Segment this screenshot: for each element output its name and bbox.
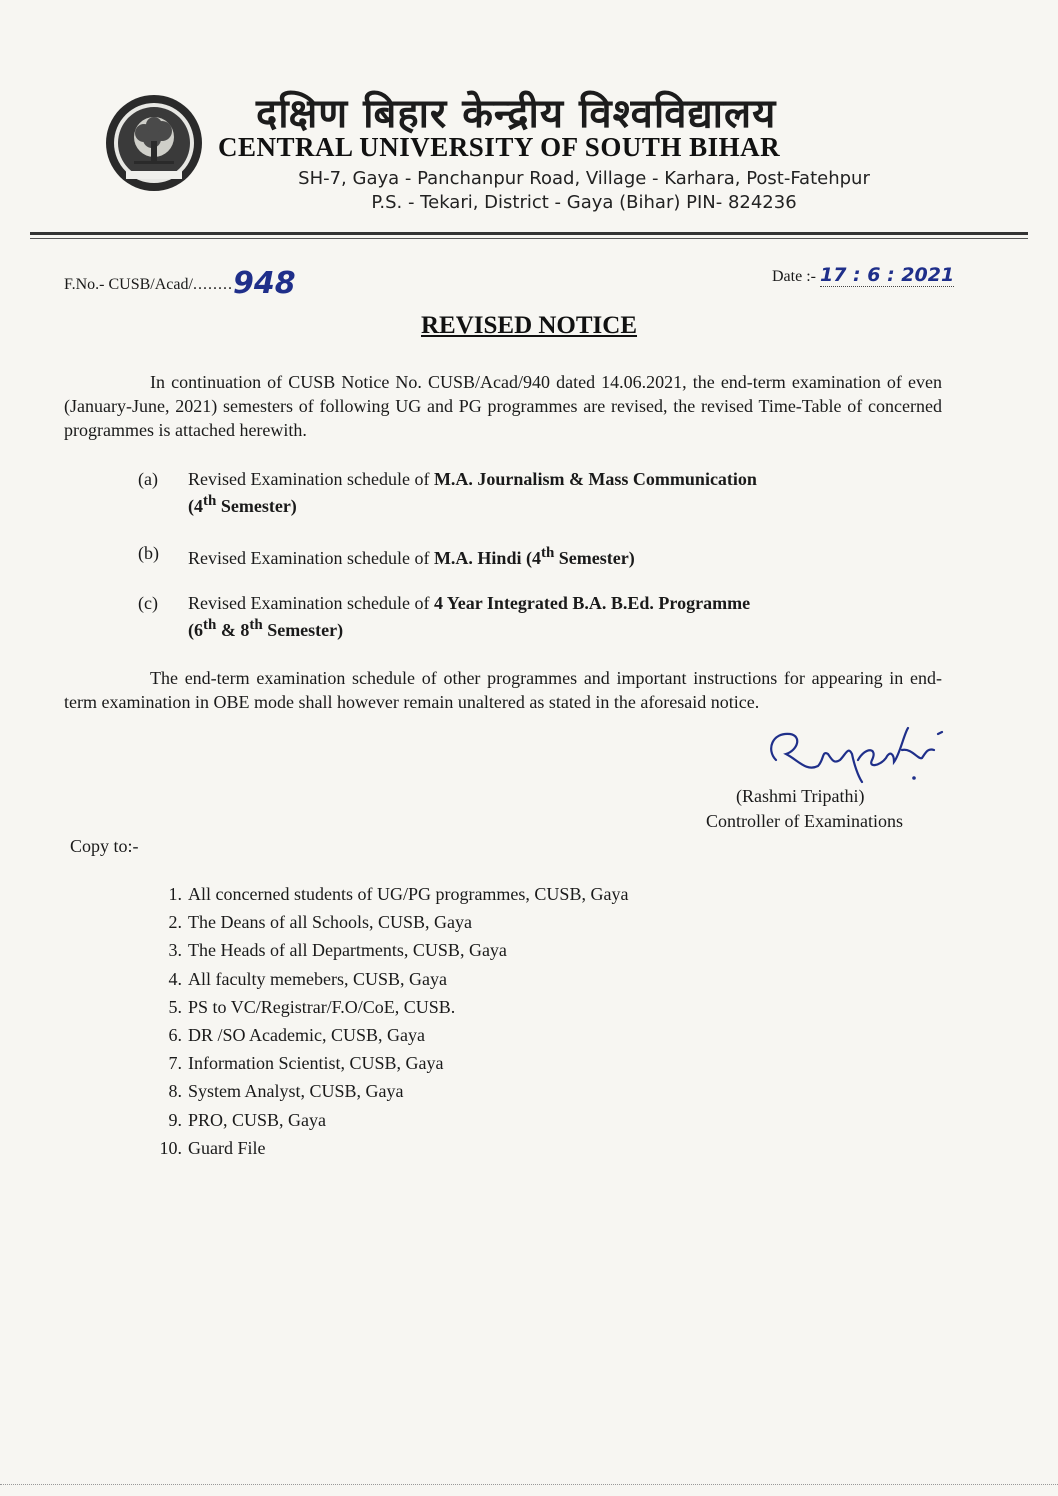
list-item: 5. PS to VC/Registrar/F.O/CoE, CUSB. <box>168 996 456 1017</box>
list-item: 9. PRO, CUSB, Gaya <box>168 1109 327 1130</box>
copy-to-list <box>146 880 628 1162</box>
item-text: Revised Examination schedule of 4 Year Integrated B.A. B.Ed. Programme (6th & 8th Semester) <box>188 593 751 640</box>
list-item: 6. DR /SO Academic, CUSB, Gaya <box>168 1024 425 1045</box>
item-text: Revised Examination schedule of M.A. Hindi (4th Semester) <box>188 545 635 568</box>
closing-paragraph: The end-term examination schedule of other programmes and important instructions for appearing in end-term examination in OBE mode shall however remain unaltered as stated in the aforesaid notice. <box>64 668 942 712</box>
header-divider-thin <box>30 238 1028 239</box>
file-number <box>64 262 296 301</box>
list-item: 3. The Heads of all Departments, CUSB, Gaya <box>168 940 507 961</box>
university-name-hindi: दक्षिण बिहार केन्द्रीय विश्वविद्यालय <box>256 91 777 137</box>
list-item: 1. All concerned students of UG/PG programmes, CUSB, Gaya <box>168 884 629 904</box>
list-item: 7. Information Scientist, CUSB, Gaya <box>168 1053 444 1074</box>
date-value: 17 : 6 : 2021 <box>819 264 955 286</box>
handwritten-signature <box>762 720 952 784</box>
scan-edge <box>0 1484 1058 1485</box>
list-item: 4. All faculty memebers, CUSB, Gaya <box>168 968 447 989</box>
university-name-english: CENTRAL UNIVERSITY OF SOUTH BIHAR <box>218 132 781 162</box>
file-number-value: 948 <box>232 266 296 301</box>
notice-title: REVISED NOTICE <box>420 312 638 339</box>
file-number-label: F.No.- CUSB/Acad/ <box>64 276 193 293</box>
copy-to-label: Copy to:- <box>70 836 139 856</box>
date-label: Date :- <box>772 268 816 285</box>
item-label: (c) <box>138 593 158 613</box>
list-item: 2. The Deans of all Schools, CUSB, Gaya <box>168 912 472 933</box>
notice-date <box>772 264 954 286</box>
address-line-2: P.S. - Tekari, District - Gaya (Bihar) PIN- 824236 <box>371 192 797 213</box>
address-line-1: SH-7, Gaya - Panchanpur Road, Village - Karhara, Post-Fatehpur <box>298 168 870 189</box>
list-item: 8. System Analyst, CUSB, Gaya <box>168 1081 404 1102</box>
item-text: Revised Examination schedule of M.A. Journalism & Mass Communication (4th Semester) <box>188 469 757 516</box>
signatory-designation: Controller of Examinations <box>706 811 903 831</box>
list-item: 10. Guard File <box>159 1137 266 1158</box>
header-divider <box>30 232 1028 235</box>
signatory-name: (Rashmi Tripathi) <box>736 786 865 806</box>
intro-paragraph: In continuation of CUSB Notice No. CUSB/Acad/940 dated 14.06.2021, the end-term examination of even (January-June, 2021) semesters of following UG and PG programmes are revised, the revised Time-Table of concerned programmes is attached herewith. <box>64 372 942 440</box>
item-label: (a) <box>138 469 158 489</box>
file-number-dots: ........ <box>192 276 233 293</box>
item-label: (b) <box>138 543 159 563</box>
